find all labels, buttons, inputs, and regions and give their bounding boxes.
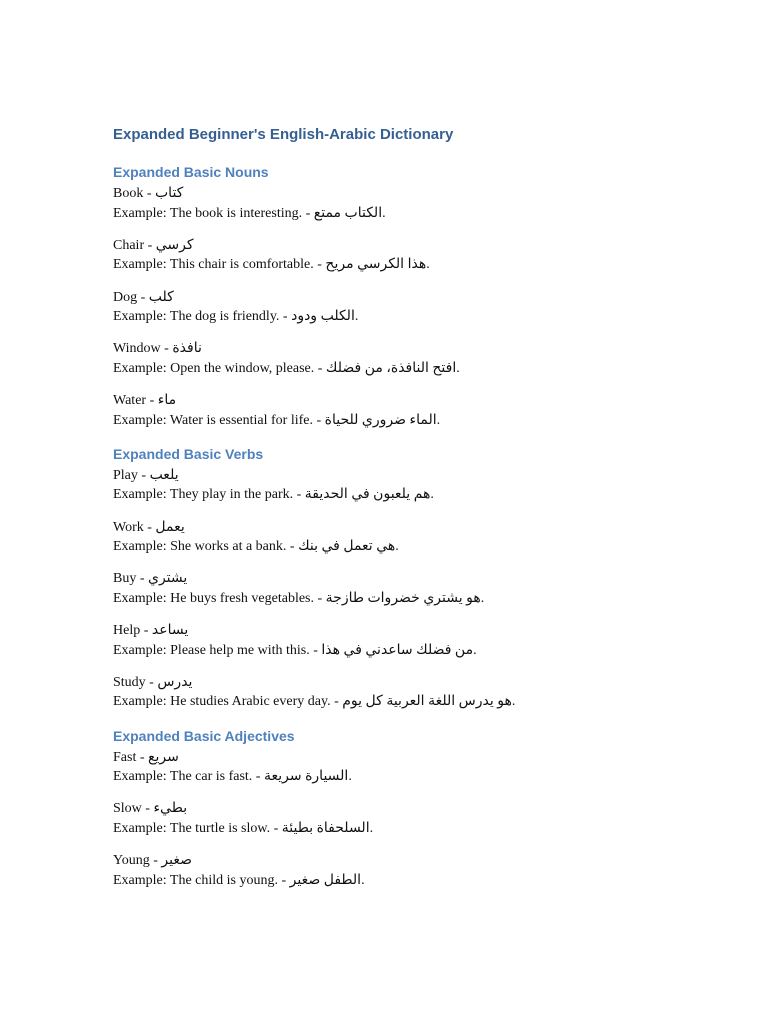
- entry-example: Example: She works at a bank. - هي تعمل في بنك.: [113, 539, 399, 554]
- entry-word: Help - يساعد: [113, 623, 189, 638]
- entry-word: Play - يلعب: [113, 467, 179, 483]
- entry-example: Example: Please help me with this. - من فضلك ساعدني في هذا.: [113, 642, 477, 658]
- entry-example: Example: The car is fast. - السيارة سريعة.: [113, 769, 352, 784]
- dictionary-entry: [113, 621, 733, 660]
- entry-example: Example: He studies Arabic every day. - هو يدرس اللغة العربية كل يوم.: [113, 694, 516, 710]
- entry-word: Chair - كرسي: [113, 237, 194, 253]
- section-heading: Expanded Basic Adjectives: [113, 727, 295, 744]
- entry-word: Young - صغير: [113, 853, 192, 868]
- entry-word: Dog - كلب: [113, 289, 174, 305]
- entry-example: Example: The book is interesting. - الكتاب ممتع.: [113, 205, 386, 221]
- entry-example: Example: The child is young. - الطفل صغير.: [113, 872, 365, 888]
- dictionary-entry: [113, 748, 733, 787]
- dictionary-entry: [113, 391, 733, 430]
- entry-word: Work - يعمل: [113, 519, 185, 535]
- dictionary-entry: [113, 569, 733, 608]
- entry-example: Example: The dog is friendly. - الكلب ودود.: [113, 309, 359, 324]
- document-page: [113, 125, 733, 903]
- document-title: Expanded Beginner's English-Arabic Dictionary: [113, 126, 454, 143]
- entry-example: Example: He buys fresh vegetables. - هو يشتري خضروات طازجة.: [113, 590, 485, 606]
- dictionary-entry: [113, 799, 733, 838]
- dictionary-entry: [113, 184, 733, 223]
- section-verbs: [113, 443, 733, 712]
- section-nouns: [113, 161, 733, 430]
- entry-example: Example: They play in the park. - هم يلعبون في الحديقة.: [113, 487, 434, 503]
- entry-example: Example: This chair is comfortable. - هذا الكرسي مريح.: [113, 257, 430, 273]
- section-heading: Expanded Basic Nouns: [113, 164, 269, 180]
- dictionary-entry: [113, 236, 733, 275]
- entry-word: Buy - يشتري: [113, 571, 188, 587]
- dictionary-entry: [113, 339, 733, 378]
- dictionary-entry: [113, 466, 733, 505]
- dictionary-entry: [113, 288, 733, 327]
- entry-example: Example: The turtle is slow. - السلحفاة بطيئة.: [113, 820, 374, 836]
- entry-word: Water - ماء: [113, 393, 177, 408]
- entry-word: Fast - سريع: [113, 749, 179, 765]
- dictionary-entry: [113, 518, 733, 557]
- entry-example: Example: Open the window, please. - افتح النافذة، من فضلك.: [113, 360, 460, 376]
- entry-word: Slow - بطيء: [113, 801, 188, 817]
- dictionary-entry: [113, 673, 733, 712]
- entry-word: Window - نافذة: [113, 341, 202, 357]
- section-adjectives: [113, 725, 733, 891]
- entry-example: Example: Water is essential for life. - الماء ضروري للحياة.: [113, 412, 441, 428]
- dictionary-entry: [113, 851, 733, 890]
- entry-word: Study - يدرس: [113, 674, 193, 690]
- entry-word: Book - كتاب: [113, 186, 184, 201]
- section-heading: Expanded Basic Verbs: [113, 445, 264, 462]
